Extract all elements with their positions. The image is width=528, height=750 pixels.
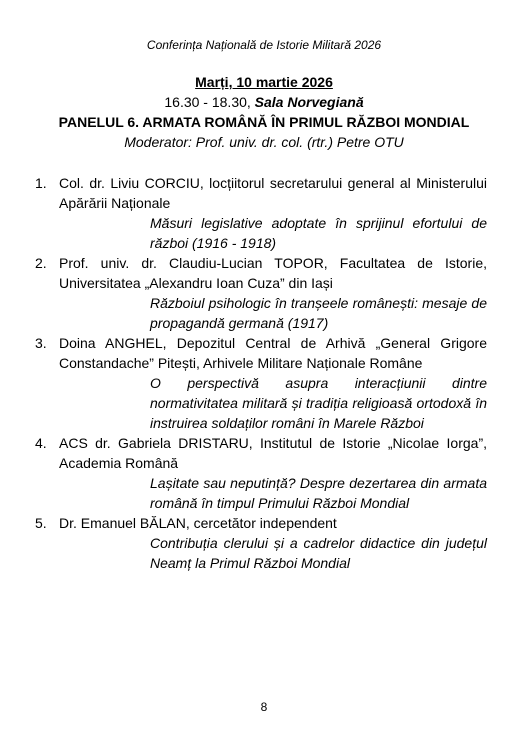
session-room: Sala Norvegiană [254, 94, 364, 110]
item-number: 4. [35, 435, 47, 451]
session-date: Marți, 10 martie 2026 [195, 74, 333, 90]
item-number: 1. [35, 175, 47, 191]
speaker: Doina ANGHEL, Depozitul Central de Arhivă „General Grigore Constandache” Pitești, Arhivele Militare Naționale Române [59, 335, 487, 371]
presentation-title: Lașitate sau neputință? Despre dezertarea din armata română în timpul Primului Război Mondial [150, 475, 487, 511]
speaker: Col. dr. Liviu CORCIU, locțiitorul secretarului general al Ministerului Apărării Naționale [59, 175, 487, 211]
list-item [35, 253, 487, 333]
presentation-title: Măsuri legislative adoptate în sprijinul efortului de război (1916 - 1918) [150, 215, 487, 251]
item-number: 3. [35, 335, 47, 351]
session-date-line [0, 72, 528, 92]
list-item [35, 513, 487, 573]
speaker: Dr. Emanuel BĂLAN, cercetător independent [59, 515, 337, 531]
speaker: ACS dr. Gabriela DRISTARU, Institutul de Istorie „Nicolae Iorga”, Academia Română [59, 435, 487, 471]
item-number: 5. [35, 515, 47, 531]
page-number: 8 [260, 700, 268, 714]
presentation-title: O perspectivă asupra interacțiunii dintre normativitatea militară și tradiția religioasă ortodoxă în instruirea soldaților români în Marele Război [150, 375, 487, 431]
presentation-title: Contribuția clerului și a cadrelor didactice din județul Neamț la Primul Război Mondial [150, 535, 487, 571]
session-block [0, 72, 528, 152]
presentation-title: Războiul psihologic în tranșeele românești: mesaje de propagandă germană (1917) [150, 295, 487, 331]
item-number: 2. [35, 255, 47, 271]
list-item [35, 173, 487, 253]
list-item [35, 433, 487, 513]
presentation-list [35, 173, 487, 573]
panel-title: PANELUL 6. ARMATA ROMÂNĂ ÎN PRIMUL RĂZBOI MONDIAL [58, 114, 470, 130]
list-item [35, 333, 487, 433]
session-time-line [0, 92, 528, 112]
session-time: 16.30 - 18.30, [164, 94, 255, 110]
running-header: Conferința Națională de Istorie Militară 2026 [146, 38, 382, 52]
moderator: Moderator: Prof. univ. dr. col. (rtr.) Petre OTU [124, 134, 404, 150]
speaker: Prof. univ. dr. Claudiu-Lucian TOPOR, Facultatea de Istorie, Universitatea „Alexandru Ioan Cuza” din Iași [59, 255, 487, 291]
